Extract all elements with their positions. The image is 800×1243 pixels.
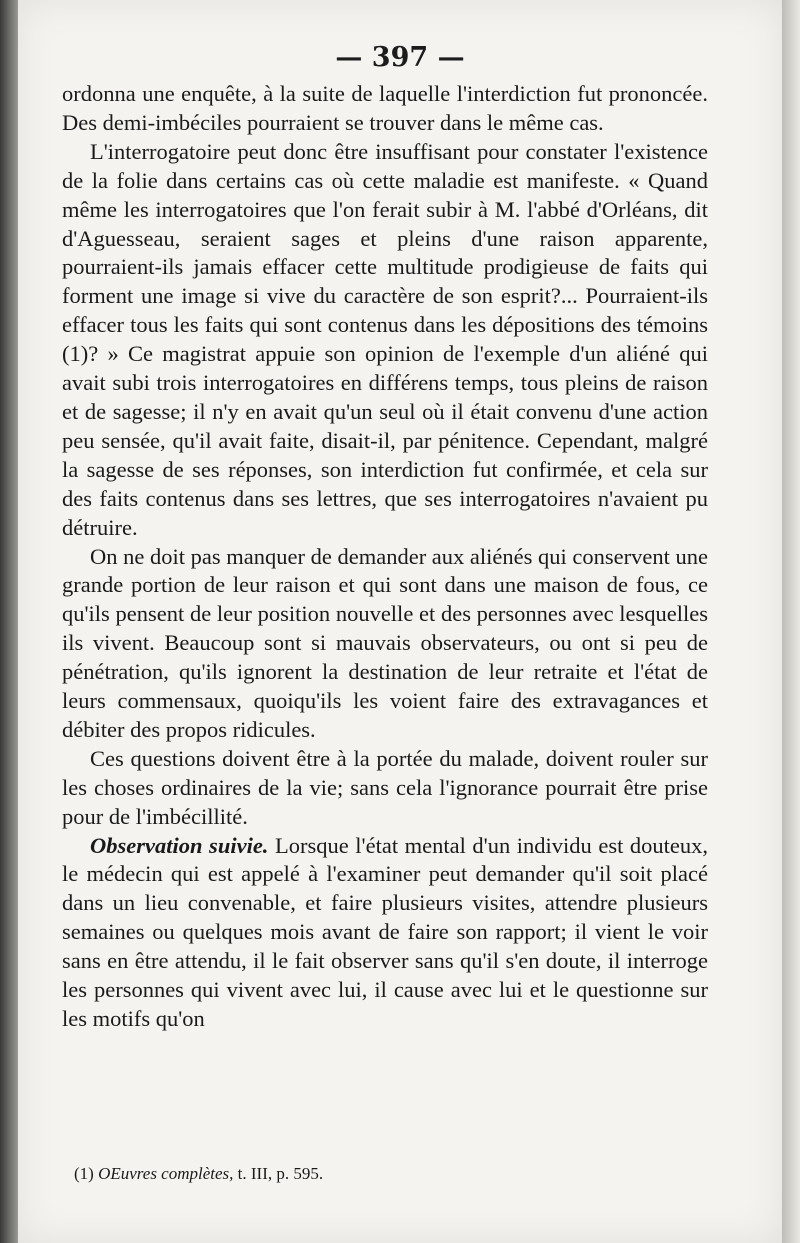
footnote xyxy=(74,1164,323,1184)
page-edge-left xyxy=(0,0,18,1243)
footnote-ref: t. III, p. 595. xyxy=(237,1164,324,1183)
paragraph-2: L'interrogatoire peut donc être insuffisant pour constater l'existence de la folie dans certains cas où cette maladie est manifeste. « Quand même les interrogatoires que l'on ferait subir à M. l'abbé d'Orléans, dit d'Aguesseau, seraient sages et pleins d'une raison apparente, pourraient-ils jamais effacer cette multitude prodigieuse de faits qui forment une image si vive du caractère de son esprit?... Pourraient-ils effacer tous les faits qui sont contenus dans les dépositions des témoins (1)? » Ce magistrat appuie son opinion de l'exemple d'un aliéné qui avait subi trois interrogatoires en différens temps, tous pleins de raison et de sagesse; il n'y en avait qu'un seul où il était convenu d'une action peu sensée, qu'il avait faite, disait-il, par pénitence. Cependant, malgré la sagesse de ses réponses, son interdiction fut confirmée, et cela sur des faits contenus dans ses lettres, que ses interrogatoires n'avaient pu détruire. xyxy=(62,138,708,540)
footnote-title: OEuvres complètes, xyxy=(98,1164,234,1183)
book-page xyxy=(18,0,782,1243)
paragraph-5-lead: Observation suivie. xyxy=(90,832,269,858)
page-number: — 397 — xyxy=(335,42,465,73)
paragraph-1: ordonna une enquête, à la suite de laquelle l'interdiction fut prononcée. Des demi-imbéciles pourraient se trouver dans le même cas. xyxy=(62,81,708,135)
paragraph-5 xyxy=(62,832,708,1034)
paragraph-3: On ne doit pas manquer de demander aux aliénés qui conservent une grande portion de leur raison et qui sont dans une maison de fous, ce qu'ils pensent de leur position nouvelle et des personnes avec lesquelles ils vivent. Beaucoup sont si mauvais observateurs, ou ont si peu de pénétration, qu'ils ignorent la destination de leur retraite et l'état de leurs commensaux, quoiqu'ils les voient faire des extravagances et débiter des propos ridicules. xyxy=(62,543,708,742)
page-edge-right xyxy=(782,0,800,1243)
paragraph-4: Ces questions doivent être à la portée du malade, doivent rouler sur les choses ordinaires de la vie; sans cela l'ignorance pourrait être prise pour de l'imbécillité. xyxy=(62,745,708,829)
paragraph-5-text: Lorsque l'état mental d'un individu est douteux, le médecin qui est appelé à l'examiner peut demander qu'il soit placé dans un lieu convenable, et faire plusieurs visites, attendre plusieurs semaines ou quelques mois avant de faire son rapport; il vient le voir sans en être attendu, il le fait observer sans qu'il s'en doute, il interroge les personnes qui vivent avec lui, il cause avec lui et le questionne sur les motifs qu'on xyxy=(62,832,708,1031)
body-text xyxy=(62,80,708,1034)
footnote-marker: (1) xyxy=(74,1164,94,1183)
